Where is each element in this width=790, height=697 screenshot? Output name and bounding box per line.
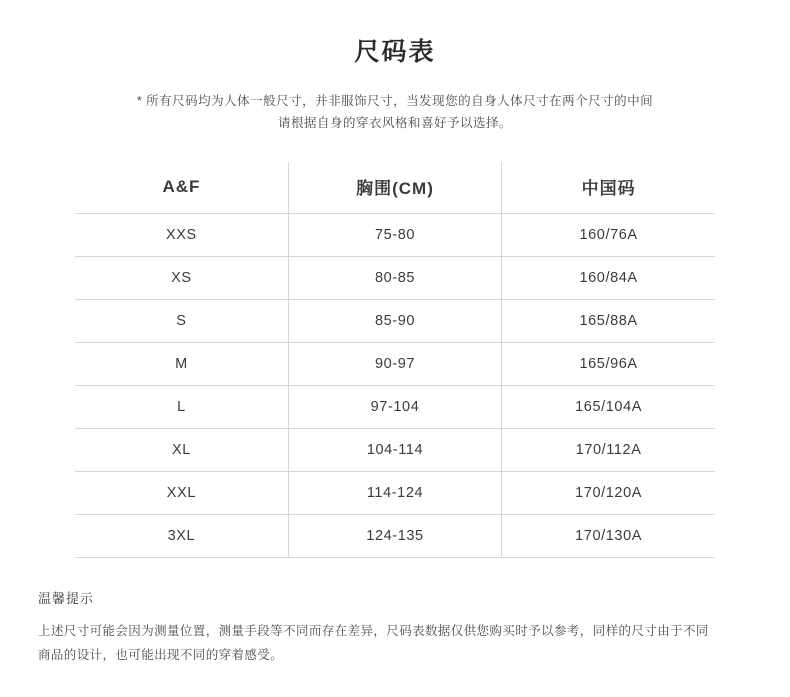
table-row xyxy=(75,343,715,386)
cell-brand-size: S xyxy=(75,300,288,343)
cell-bust: 80-85 xyxy=(288,257,501,300)
size-note-line-1: * 所有尺码均为人体一般尺寸，并非服饰尺寸，当发现您的自身人体尺寸在两个尺寸的中间 xyxy=(136,94,654,108)
table-row xyxy=(75,472,715,515)
footer-text-line-2: 商品的设计，也可能出现不同的穿着感受。 xyxy=(38,648,284,662)
cell-china-size: 170/120A xyxy=(502,472,715,515)
size-note-line-2: 请根据自身的穿衣风格和喜好予以选择。 xyxy=(277,116,512,130)
cell-brand-size: M xyxy=(75,343,288,386)
cell-bust: 97-104 xyxy=(288,386,501,429)
footer-text xyxy=(38,619,738,667)
cell-brand-size: L xyxy=(75,386,288,429)
table-row xyxy=(75,429,715,472)
table-row xyxy=(75,214,715,257)
cell-china-size: 160/84A xyxy=(502,257,715,300)
cell-china-size: 170/130A xyxy=(502,515,715,558)
footer-notice xyxy=(38,588,738,667)
cell-bust: 85-90 xyxy=(288,300,501,343)
cell-bust: 124-135 xyxy=(288,515,501,558)
cell-china-size: 160/76A xyxy=(502,214,715,257)
cell-bust: 114-124 xyxy=(288,472,501,515)
cell-china-size: 165/104A xyxy=(502,386,715,429)
cell-brand-size: XL xyxy=(75,429,288,472)
size-note xyxy=(0,90,790,134)
table-row xyxy=(75,300,715,343)
cell-china-size: 165/96A xyxy=(502,343,715,386)
cell-brand-size: XXL xyxy=(75,472,288,515)
table-header-row xyxy=(75,162,715,214)
size-table xyxy=(75,162,715,558)
page-title: 尺码表 xyxy=(354,38,436,66)
size-table-body xyxy=(75,214,715,558)
cell-brand-size: XXS xyxy=(75,214,288,257)
cell-bust: 90-97 xyxy=(288,343,501,386)
table-row xyxy=(75,386,715,429)
cell-bust: 75-80 xyxy=(288,214,501,257)
table-row xyxy=(75,515,715,558)
table-row xyxy=(75,257,715,300)
size-table-container xyxy=(75,162,715,558)
footer-text-line-1: 上述尺寸可能会因为测量位置，测量手段等不同而存在差异，尺码表数据仅供您购买时予以参考，同样的尺寸由于不同 xyxy=(38,624,709,638)
cell-brand-size: XS xyxy=(75,257,288,300)
size-table-head xyxy=(75,162,715,214)
cell-china-size: 165/88A xyxy=(502,300,715,343)
cell-china-size: 170/112A xyxy=(502,429,715,472)
column-header-brand-size: A&F xyxy=(75,162,288,214)
column-header-bust: 胸围(CM) xyxy=(288,162,501,214)
cell-brand-size: 3XL xyxy=(75,515,288,558)
footer-title: 温馨提示 xyxy=(38,591,95,606)
column-header-china-size: 中国码 xyxy=(502,162,715,214)
cell-bust: 104-114 xyxy=(288,429,501,472)
